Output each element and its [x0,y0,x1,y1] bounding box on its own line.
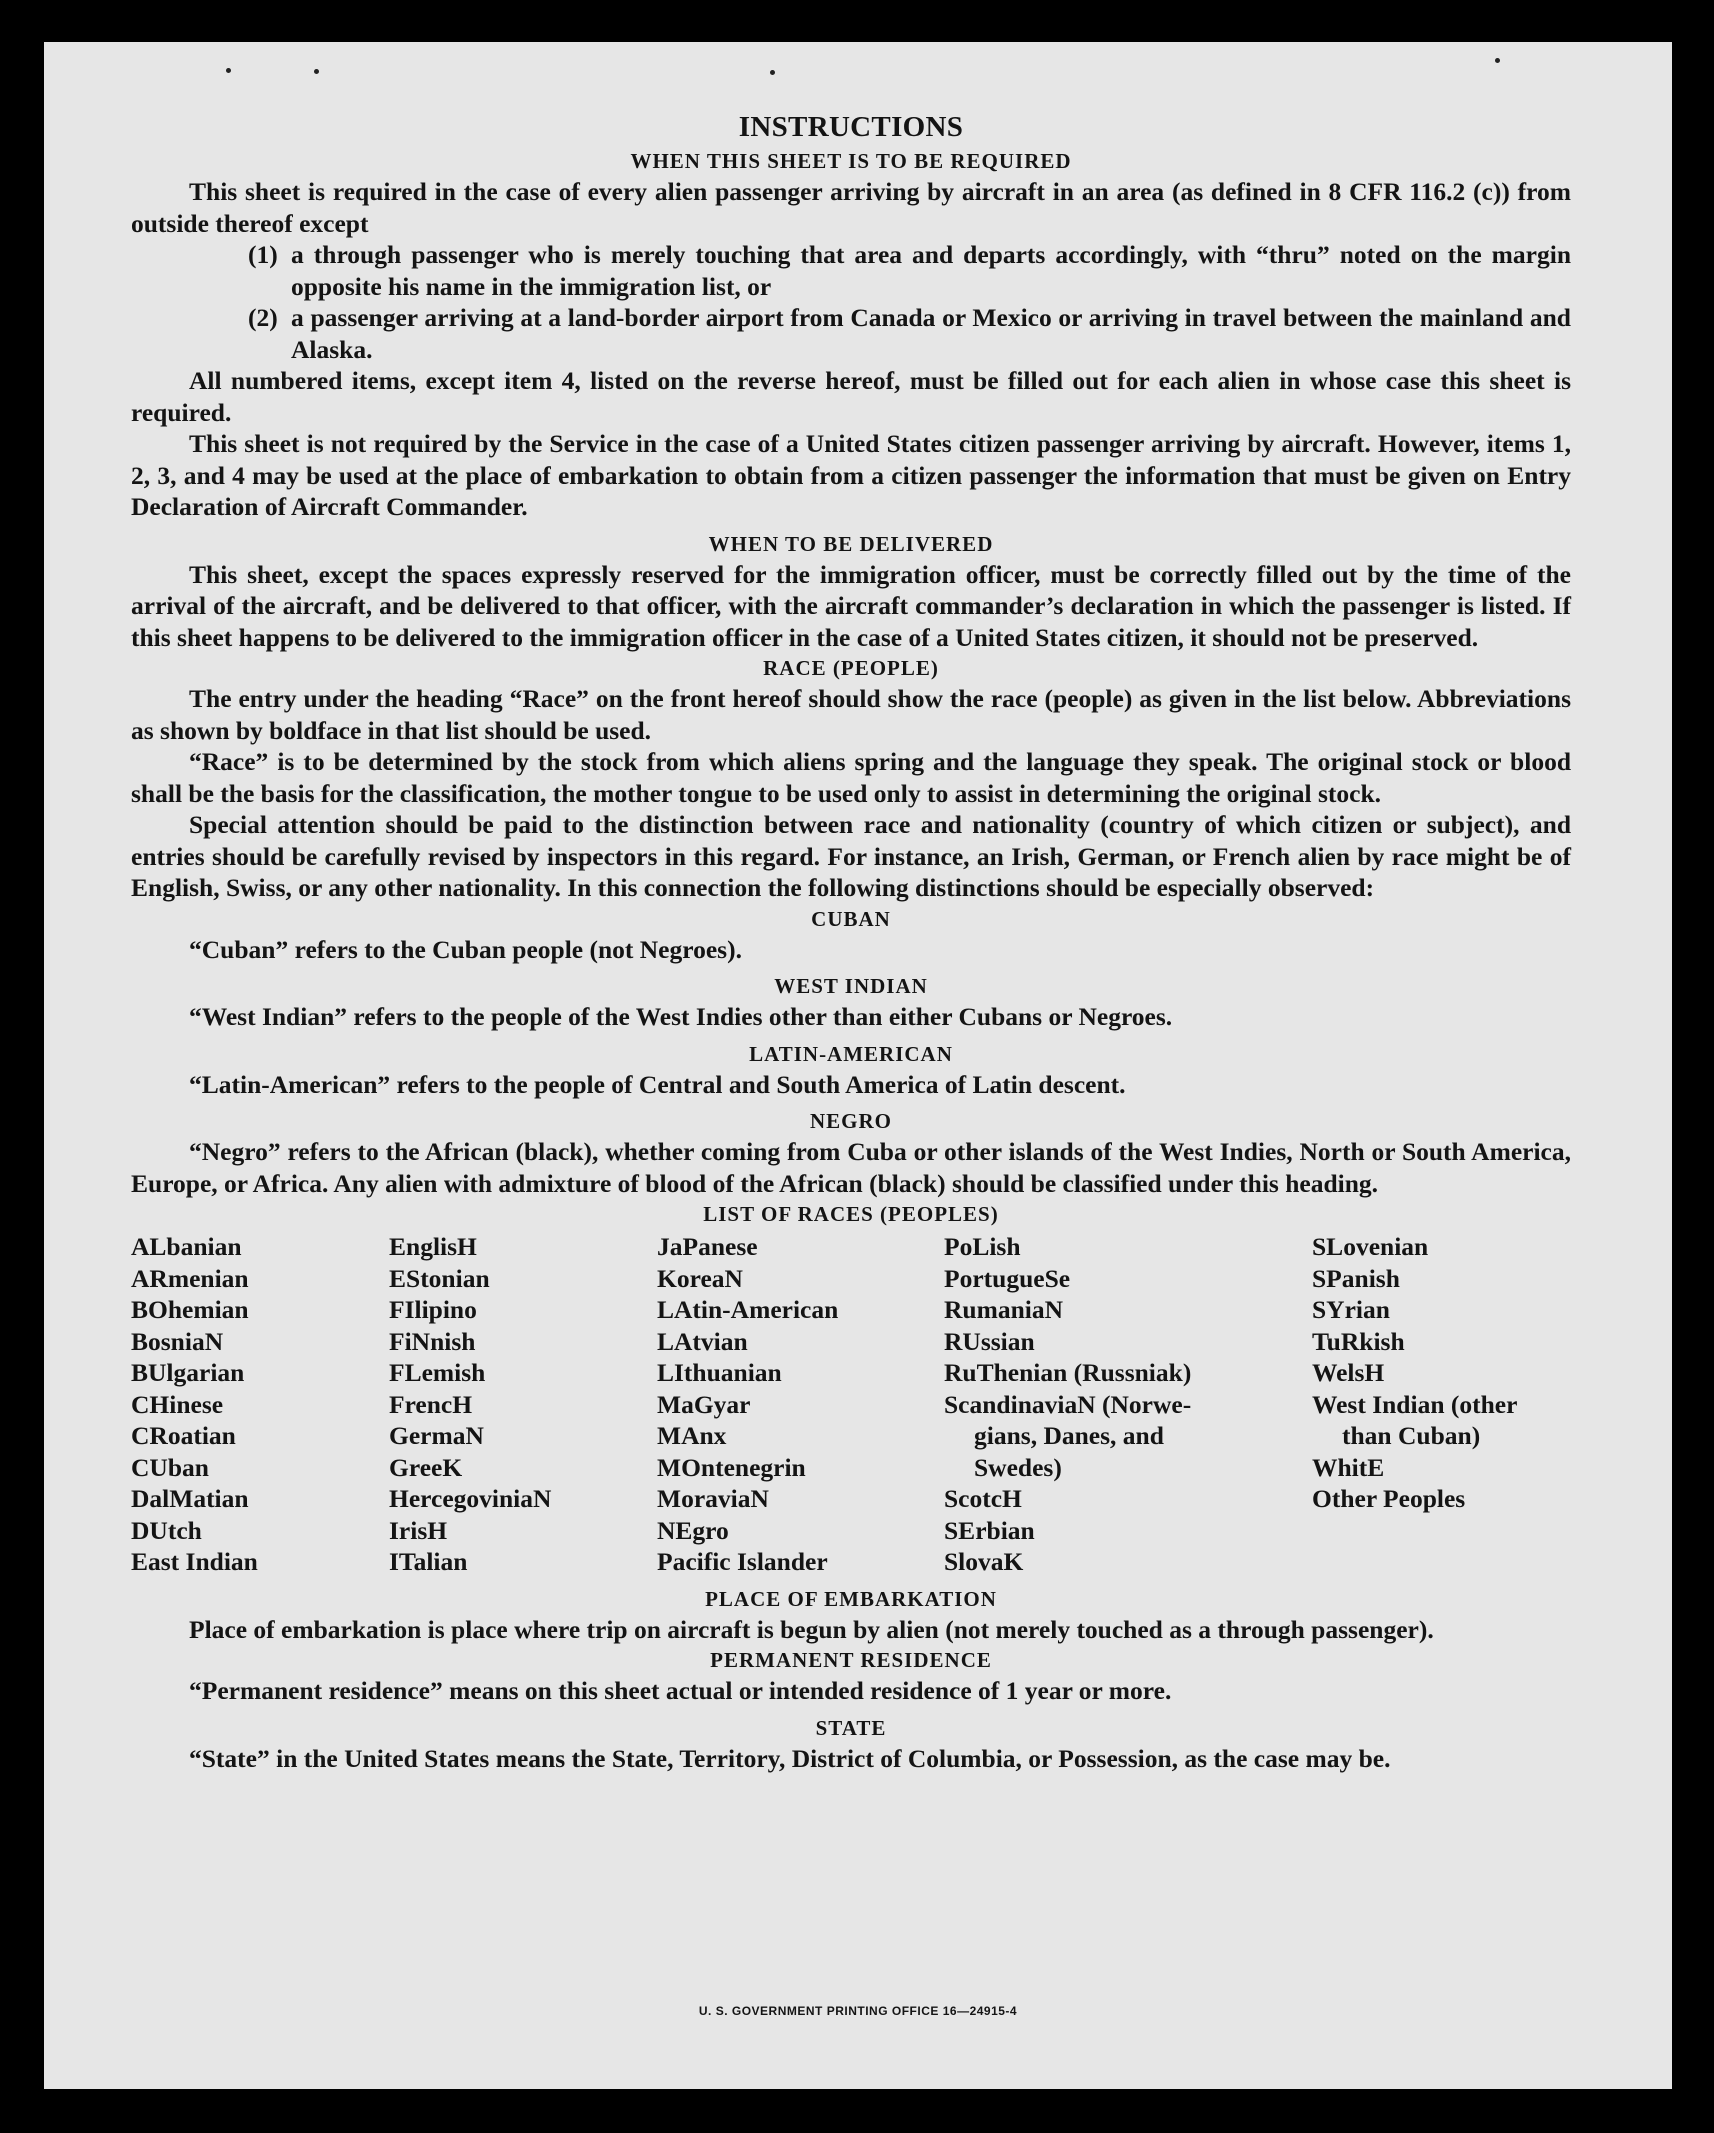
race-entry: GermaN [389,1421,484,1450]
race-entry: CHinese [131,1389,224,1419]
heading-latin-american: LATIN-AMERICAN [749,1041,953,1066]
race-entry: EStonian [389,1263,490,1293]
race-entry: RUssian [944,1326,1035,1356]
races-column-5 [1312,1231,1571,1578]
race-entry: LIthuanian [657,1358,782,1387]
race-entry: WhitE [1312,1452,1385,1482]
speck [770,70,775,75]
race-entry-continuation: gians, Danes, and [974,1421,1164,1450]
race-entry: ARmenian [131,1263,249,1293]
race-entry: MaGyar [657,1389,751,1419]
race-entry: Other Peoples [1312,1484,1466,1513]
race-entry: ScotcH [944,1484,1022,1513]
race-entry: TuRkish [1312,1326,1405,1356]
race-entry: RuThenian (Russniak) [944,1358,1192,1387]
race-paragraph-1: The entry under the heading “Race” on the front hereof should show the race (people) as given in the list below. Abbreviations as shown by boldface in that list should be used. [131,684,1571,745]
heading-cuban: CUBAN [811,906,891,931]
race-entry: IrisH [389,1515,448,1545]
race-entry: CRoatian [131,1421,236,1450]
speck [1495,58,1500,63]
race-paragraph-2: “Race” is to be determined by the stock from which aliens spring and the language they speak. The original stock or blood shall be the basis for the classification, the mother tongue to be used only to assist in determining the original stock. [131,747,1571,808]
race-entry: HercegoviniaN [389,1484,552,1513]
heading-when-required: WHEN THIS SHEET IS TO BE REQUIRED [630,149,1072,173]
race-entry: FIlipino [389,1295,477,1324]
races-list [131,1231,1571,1578]
heading-state: STATE [815,1715,887,1740]
race-entry: FLemish [389,1358,486,1387]
exception-item-1 [131,239,1571,302]
race-entry: NEgro [657,1515,729,1545]
race-entry: LAtin-American [657,1295,839,1324]
race-entry: BUlgarian [131,1358,245,1387]
cuban-text: “Cuban” refers to the Cuban people (not Negroes). [189,934,742,964]
race-entry: WelsH [1312,1358,1385,1387]
race-entry: GreeK [389,1452,463,1482]
race-entry: SLovenian [1312,1232,1429,1261]
west-indian-text: “West Indian” refers to the people of the West Indies other than either Cubans or Negroes. [189,1002,1173,1031]
race-entry: DalMatian [131,1484,249,1513]
races-column-3 [657,1231,944,1578]
residence-text: “Permanent residence” means on this sheet actual or intended residence of 1 year or more. [189,1676,1172,1705]
heading-permanent-residence: PERMANENT RESIDENCE [710,1648,992,1672]
race-entry: DUtch [131,1515,202,1545]
negro-text: “Negro” refers to the African (black), whether coming from Cuba or other islands of the West Indies, North or South America, Europe, or Africa. Any alien with admixture of blood of the African (black) should be classified under this heading. [131,1137,1571,1198]
race-entry: SPanish [1312,1263,1400,1293]
race-entry: East Indian [131,1547,258,1576]
race-entry: BOhemian [131,1295,249,1324]
heading-place-of-embarkation: PLACE OF EMBARKATION [705,1586,997,1611]
heading-when-delivered: WHEN TO BE DELIVERED [708,531,994,556]
item-text: a through passenger who is merely touching that area and departs accordingly, with “thru” noted on the margin opposite his name in the immigration list, or [291,240,1571,301]
speck [314,69,319,74]
race-entry: JaPanese [657,1232,758,1261]
item-text: a passenger arriving at a land-border airport from Canada or Mexico or arriving in travel between the mainland and Alaska. [291,303,1571,364]
exception-item-2 [131,302,1571,365]
heading-race: RACE (PEOPLE) [763,656,939,680]
race-entry: MAnx [657,1421,727,1450]
race-entry: SErbian [944,1515,1035,1545]
instructions-content [131,110,1571,1774]
page-title: INSTRUCTIONS [738,111,964,143]
race-entry-continuation: than Cuban) [1342,1421,1481,1450]
when-required-intro: This sheet is required in the case of every alien passenger arriving by aircraft in an area (as defined in 8 CFR 116.2 (c)) from outside thereof except [131,177,1571,238]
heading-list-of-races: LIST OF RACES (PEOPLES) [703,1202,999,1226]
heading-negro: NEGRO [809,1109,892,1133]
race-entry: Pacific Islander [657,1547,828,1576]
item-number: (1) [248,240,278,269]
printing-office-footer: U. S. GOVERNMENT PRINTING OFFICE 16—24915-4 [698,2004,1018,2018]
race-entry: West Indian (other [1312,1389,1518,1419]
race-entry: ITalian [389,1547,468,1576]
race-entry: PoLish [944,1232,1021,1261]
race-entry: PortugueSe [944,1263,1071,1293]
race-entry: BosniaN [131,1326,224,1356]
race-paragraph-3: Special attention should be paid to the distinction between race and nationality (country of which citizen or subject), and entries should be carefully revised by inspectors in this regard. For instance, an Irish, German, or French alien by race might be of English, Swiss, or any other nationality. In this connection the following distinctions should be especially observed: [131,810,1571,902]
races-column-4 [944,1231,1312,1578]
race-entry: SYrian [1312,1295,1390,1324]
state-text: “State” in the United States means the State, Territory, District of Columbia, or Possession, as the case may be. [189,1743,1391,1773]
race-entry: FiNnish [389,1326,476,1356]
item-number: (2) [248,303,278,332]
document-sheet [44,42,1672,2089]
heading-west-indian: WEST INDIAN [774,974,928,998]
numbered-items-paragraph: All numbered items, except item 4, listed on the reverse hereof, must be filled out for each alien in whose case this sheet is required. [131,366,1571,427]
race-entry: SlovaK [944,1547,1024,1576]
race-entry-continuation: Swedes) [974,1452,1062,1482]
race-entry: KoreaN [657,1263,743,1293]
speck [226,68,231,73]
race-entry: FrencH [389,1389,473,1419]
race-entry: EnglisH [389,1232,477,1261]
race-entry: MoraviaN [657,1484,769,1513]
race-entry: LAtvian [657,1326,748,1356]
citizen-paragraph: This sheet is not required by the Service in the case of a United States citizen passenger arriving by aircraft. However, items 1, 2, 3, and 4 may be used at the place of embarkation to obtain from a citizen passenger the information that must be given on Entry Declaration of Aircraft Commander. [131,429,1571,521]
races-column-2 [389,1231,657,1578]
latin-american-text: “Latin-American” refers to the people of Central and South America of Latin descent. [189,1069,1126,1099]
races-column-1 [131,1231,389,1578]
race-entry: RumaniaN [944,1295,1064,1324]
race-entry: ScandinaviaN (Norwe- [944,1389,1192,1419]
when-delivered-text: This sheet, except the spaces expressly reserved for the immigration officer, must be correctly filled out by the time of the arrival of the aircraft, and be delivered to that officer, with the aircraft commander’s declaration in which the passenger is listed. If this sheet happens to be delivered to the immigration officer in the case of a United States citizen, it should not be preserved. [131,559,1571,652]
race-entry: CUban [131,1452,209,1482]
race-entry: MOntenegrin [657,1452,806,1482]
embarkation-text: Place of embarkation is place where trip on aircraft is begun by alien (not merely touched as a through passenger). [189,1614,1434,1644]
race-entry: ALbanian [131,1232,242,1261]
